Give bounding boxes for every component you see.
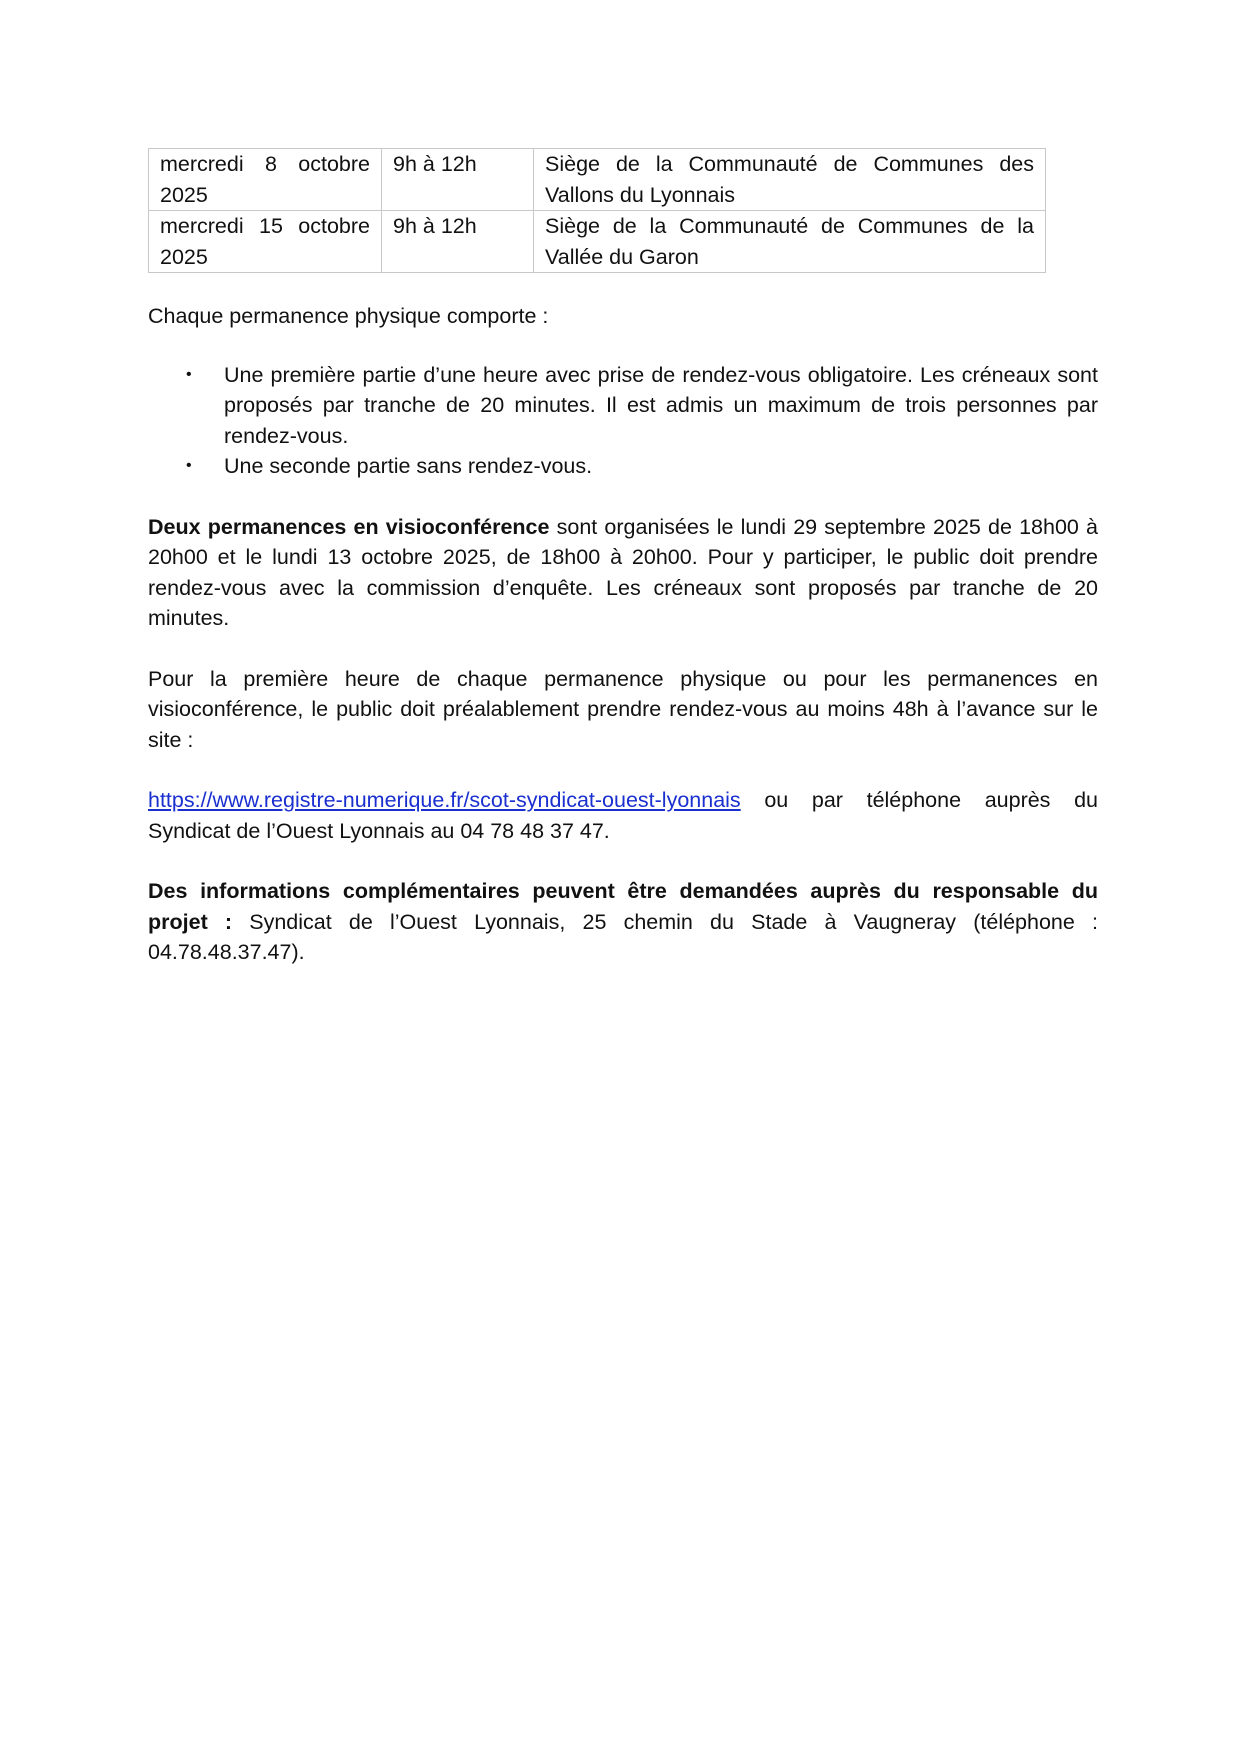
list-item-text: Une seconde partie sans rendez-vous. (224, 454, 593, 478)
schedule-date-cell: mercredi 15 octobre 2025 (149, 211, 382, 273)
schedule-place-cell: Siège de la Communauté de Communes de la Vallée du Garon (534, 211, 1046, 273)
list-item (186, 451, 1098, 482)
visio-text: sont organisées le lundi 29 septembre 2025 de 18h00 à 20h00 et le lundi 13 octobre 2025, de 18h00 à 20h00. Pour y participer, le public doit prendre rendez-vous avec la commission d’enquête. Les créneaux sont proposés par tranche de 20 minutes. (148, 514, 1098, 630)
table-row (149, 149, 1046, 211)
visio-bold-text: Deux permanences en visioconférence (148, 514, 550, 539)
contact-paragraph (148, 785, 1098, 846)
bullet-list (148, 360, 1098, 482)
bullet-icon: • (186, 365, 192, 383)
schedule-date-cell: mercredi 8 octobre 2025 (149, 149, 382, 211)
list-item-text: Une première partie d’une heure avec prise de rendez-vous obligatoire. Les créneaux sont proposés par tranche de 20 minutes. Il est admis un maximum de trois personnes par rendez-vous. (224, 362, 1098, 448)
contact-text: ou par téléphone auprès du Syndicat de l’Ouest Lyonnais au 04 78 48 37 47. (148, 788, 1098, 843)
document-page (148, 148, 1098, 968)
schedule-time-cell: 9h à 12h (382, 211, 534, 273)
info-bold-text: Des informations complémentaires peuvent être demandées auprès du responsable du projet : (148, 879, 1098, 934)
list-item (186, 360, 1098, 452)
visio-paragraph (148, 512, 1098, 634)
info-text: Syndicat de l’Ouest Lyonnais, 25 chemin du Stade à Vaugneray (téléphone : 04.78.48.37.47). (148, 909, 1098, 964)
rdv-paragraph: Pour la première heure de chaque permanence physique ou pour les permanences en visioconférence, le public doit préalablement prendre rendez-vous au moins 48h à l’avance sur le site : (148, 666, 1098, 752)
info-paragraph (148, 876, 1098, 968)
schedule-time-cell: 9h à 12h (382, 149, 534, 211)
permanence-schedule-table (148, 148, 1046, 273)
bullet-icon: • (186, 457, 192, 474)
schedule-place-cell: Siège de la Communauté de Communes des Vallons du Lyonnais (534, 149, 1046, 211)
intro-paragraph: Chaque permanence physique comporte : (148, 304, 549, 328)
registre-link[interactable]: https://www.registre-numerique.fr/scot-syndicat-ouest-lyonnais (148, 788, 741, 812)
table-row (149, 211, 1046, 273)
